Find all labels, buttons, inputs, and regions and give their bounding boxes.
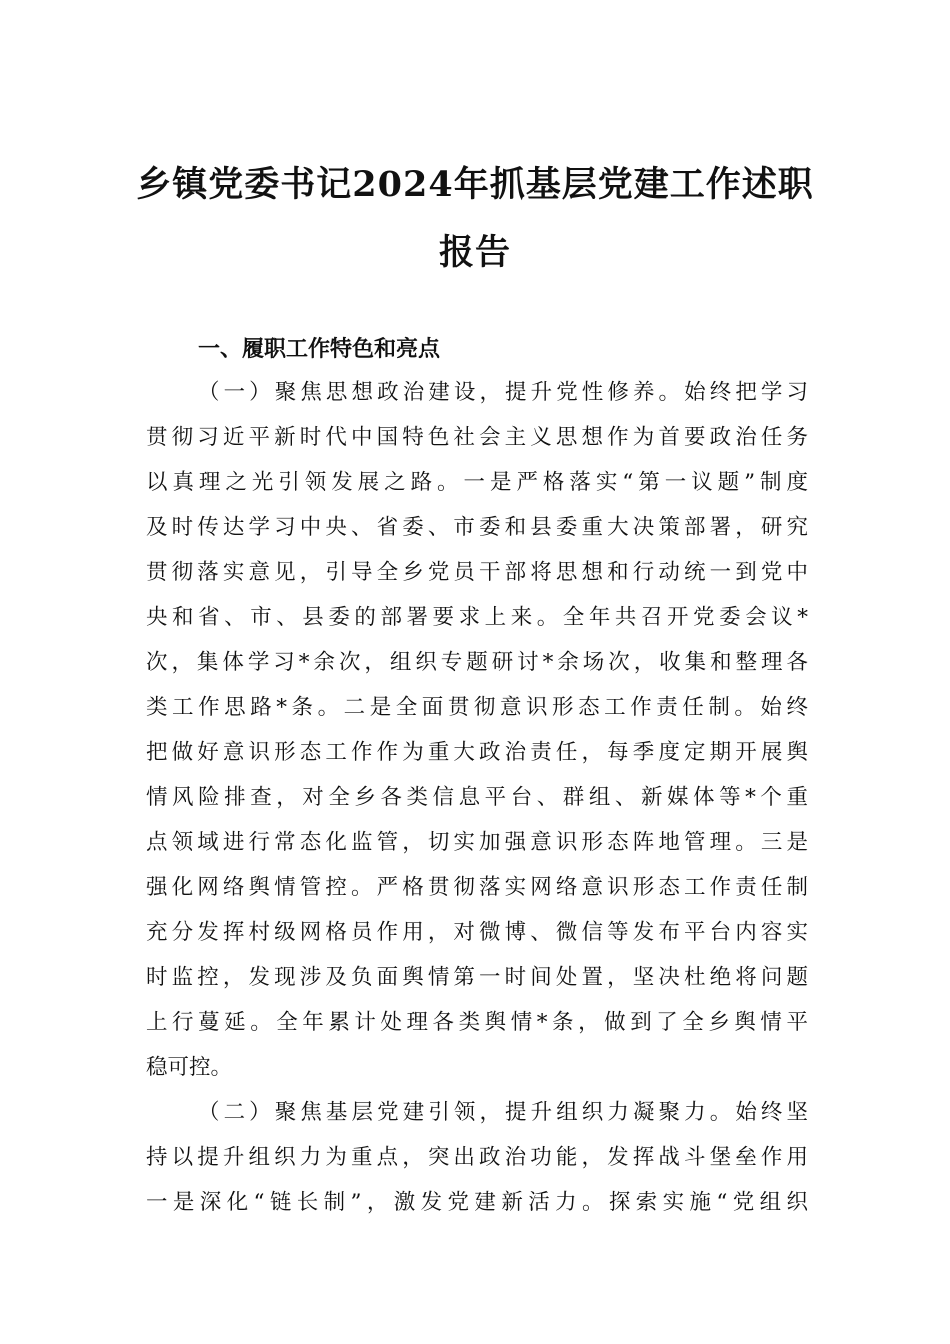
- paragraph-line: 及时传达学习中央、省委、市委和县委重大决策部署，研究: [146, 515, 808, 540]
- paragraph-line: 贯彻落实意见，引导全乡党员干部将思想和行动统一到党中: [146, 560, 808, 585]
- paragraph-line: 时监控，发现涉及负面舆情第一时间处置，坚决杜绝将问题: [146, 965, 808, 990]
- paragraph-line: 充分发挥村级网格员作用，对微博、微信等发布平台内容实: [146, 920, 808, 945]
- paragraph-line: 以真理之光引领发展之路。一是严格落实“第一议题”制度: [146, 470, 808, 495]
- paragraph-line: 把做好意识形态工作作为重大政治责任，每季度定期开展舆: [146, 740, 808, 765]
- paragraph-line: 上行蔓延。全年累计处理各类舆情*条，做到了全乡舆情平: [146, 1010, 808, 1035]
- paragraph-line: 稳可控。: [146, 1055, 233, 1080]
- paragraph-line: 点领域进行常态化监管，切实加强意识形态阵地管理。三是: [146, 830, 808, 855]
- paragraph-line: 贯彻习近平新时代中国特色社会主义思想作为首要政治任务: [146, 425, 808, 450]
- paragraph-line: 类工作思路*条。二是全面贯彻意识形态工作责任制。始终: [146, 695, 808, 720]
- document-title-line-1: 乡镇党委书记2024年抓基层党建工作述职: [136, 164, 814, 205]
- paragraph-line: 强化网络舆情管控。严格贯彻落实网络意识形态工作责任制: [146, 875, 808, 900]
- paragraph-line: 情风险排查，对全乡各类信息平台、群组、新媒体等*个重: [146, 785, 808, 810]
- paragraph-line: 持以提升组织力为重点，突出政治功能，发挥战斗堡垒作用: [146, 1145, 808, 1170]
- paragraph-line: 央和省、市、县委的部署要求上来。全年共召开党委会议*: [146, 605, 808, 630]
- paragraph-line: 一是深化“链长制”，激发党建新活力。探索实施“党组织: [146, 1190, 808, 1215]
- paragraph-line: （二）聚焦基层党建引领，提升组织力凝聚力。始终坚: [198, 1100, 808, 1125]
- paragraph-line: 次，集体学习*余次，组织专题研讨*余场次，收集和整理各: [146, 650, 808, 675]
- document-title-line-2: 报告: [438, 232, 511, 273]
- paragraph-line: （一）聚焦思想政治建设，提升党性修养。始终把学习: [198, 380, 808, 405]
- section-heading: 一、履职工作特色和亮点: [198, 337, 441, 362]
